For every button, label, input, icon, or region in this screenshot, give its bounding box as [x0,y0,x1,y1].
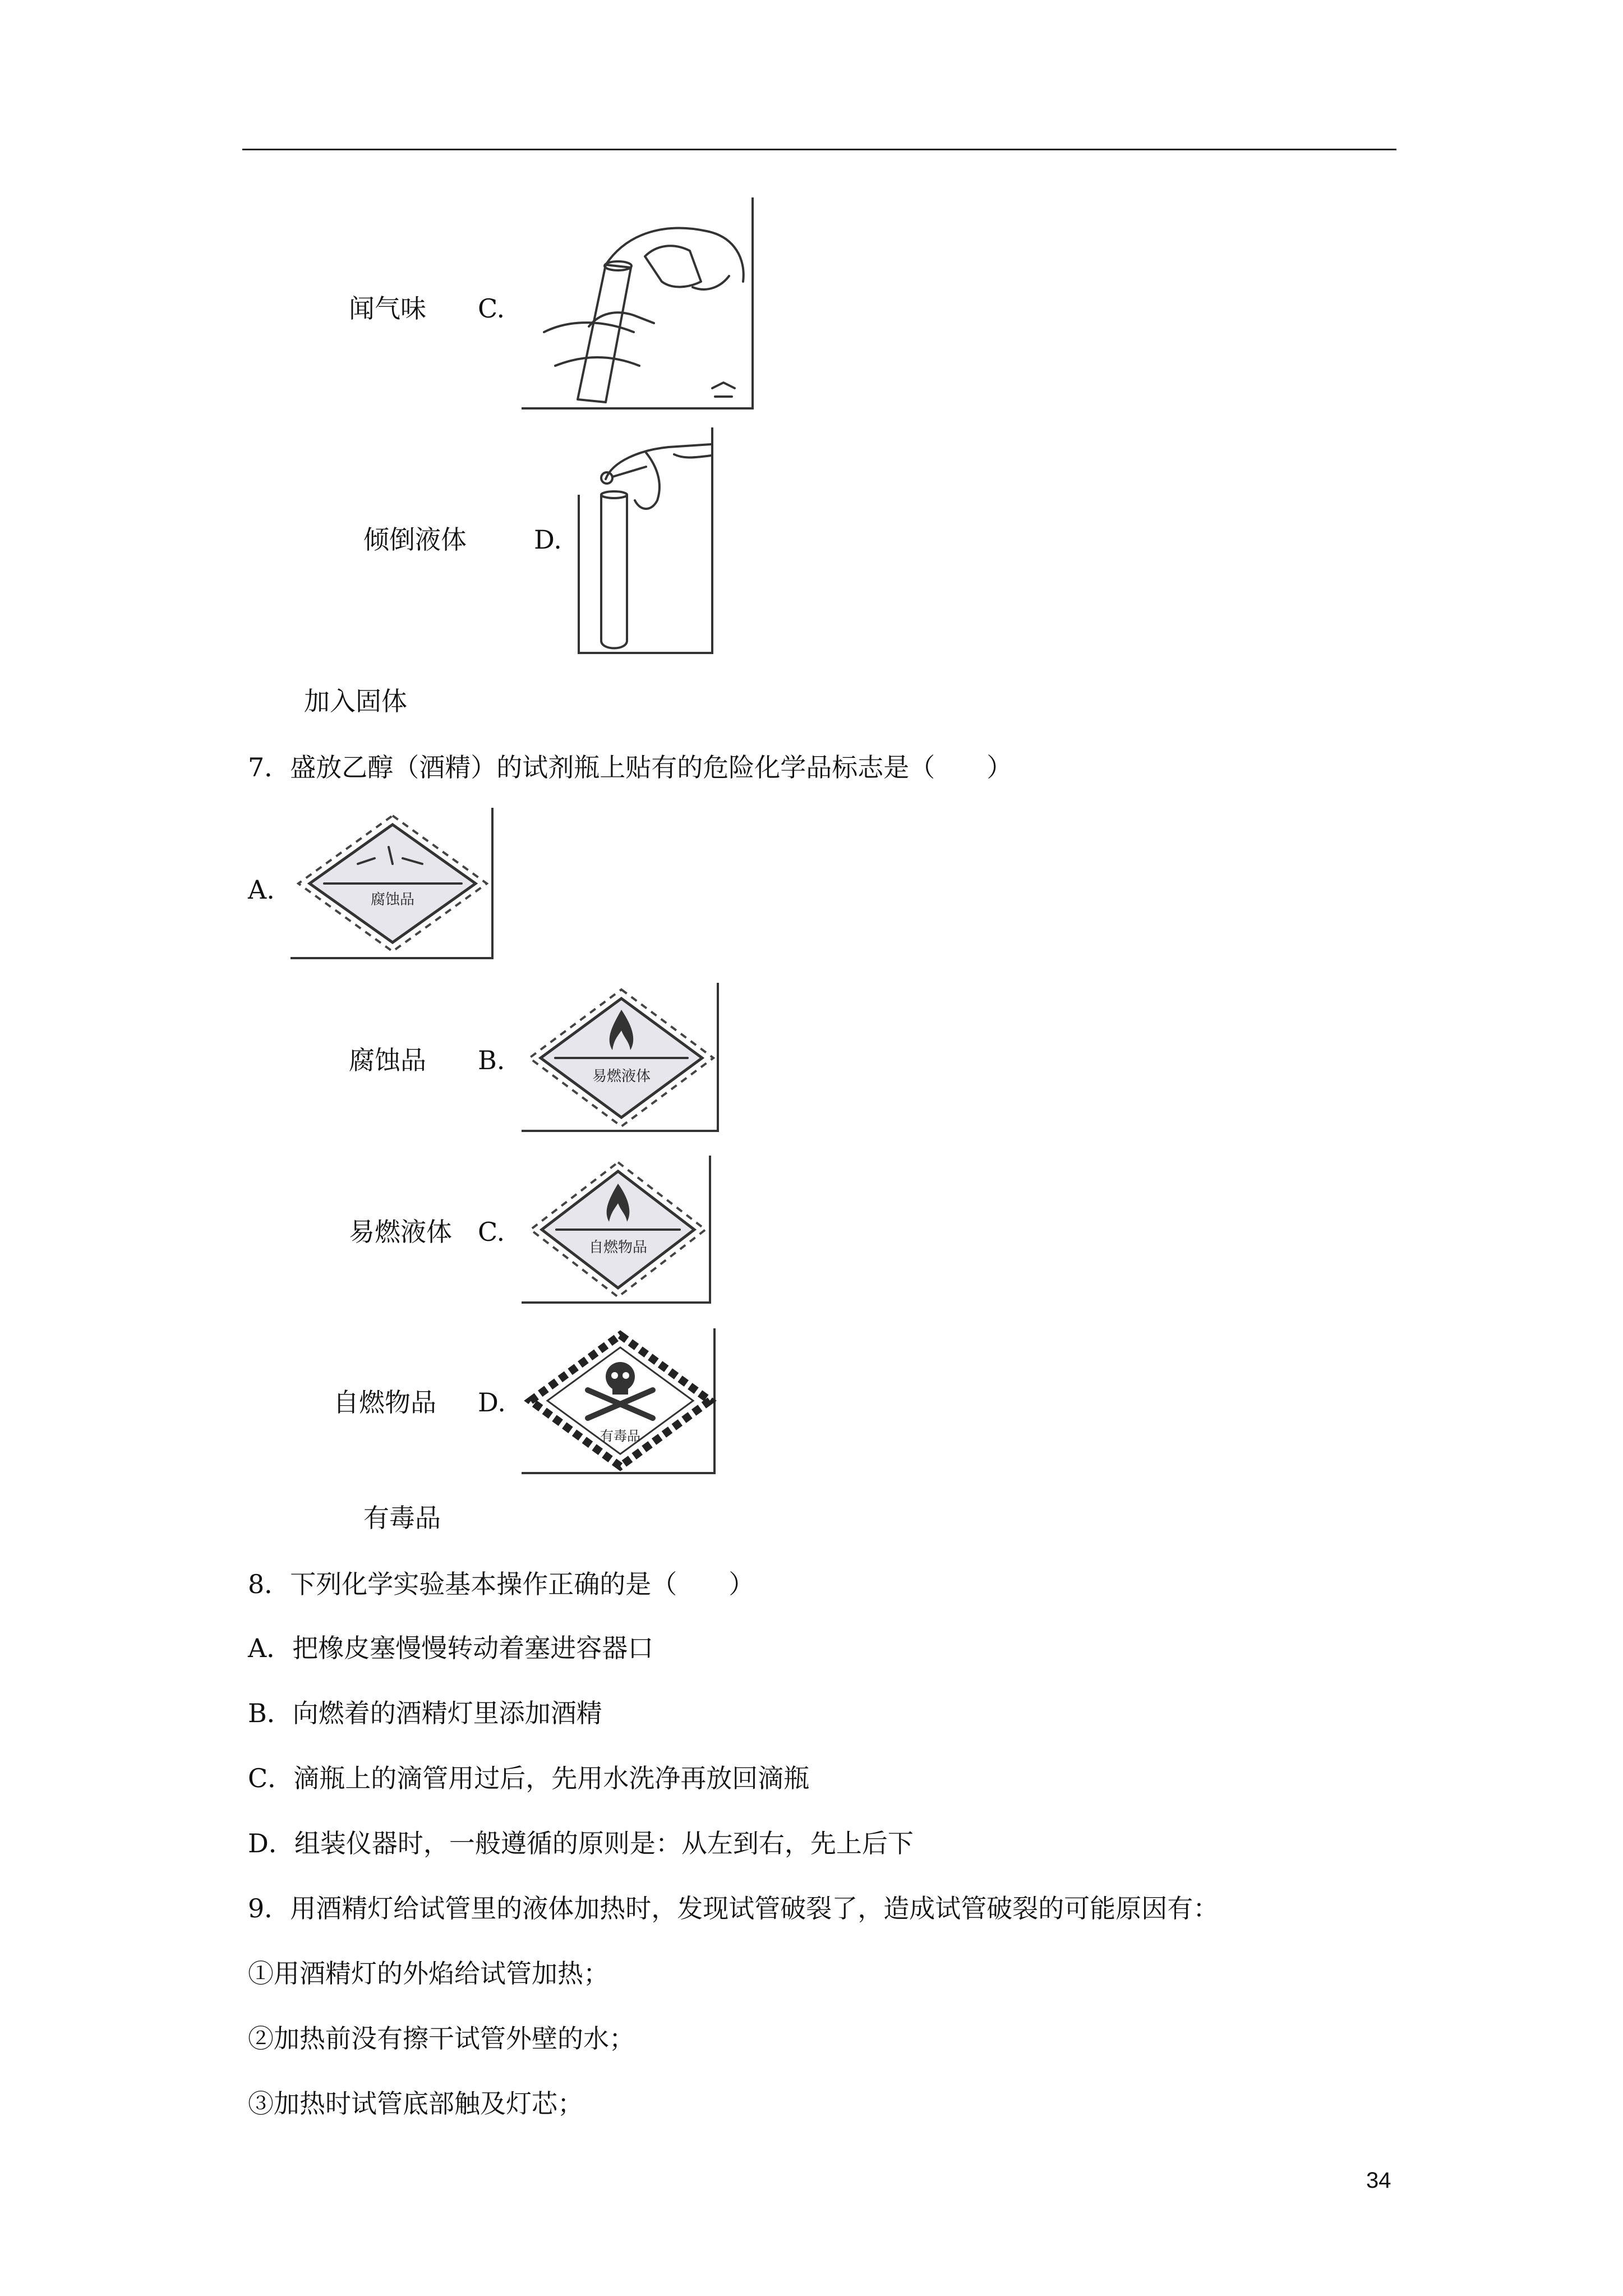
q8-option-c: C．滴瓶上的滴管用过后，先用水洗净再放回滴瓶 [248,1763,810,1793]
q7-sign-corrosive [291,808,497,960]
q7-caption-a: 腐蚀品 [349,1045,426,1075]
page-number: 34 [1366,2168,1391,2193]
q7-sign-spontaneous-combustion-text: 自燃物品 [588,1239,648,1256]
q6-option-c: C. [478,293,505,324]
q7-caption-d: 有毒品 [363,1503,441,1533]
q7-option-b: B. [478,1045,505,1075]
q7-caption-b: 易燃液体 [349,1217,452,1247]
q7-option-d: D. [478,1387,506,1418]
q7-sign-spontaneous-combustion [522,1156,713,1305]
q7-caption-c: 自燃物品 [333,1387,436,1418]
q9-item-2: ②加热前没有擦干试管外壁的水； [248,2023,635,2054]
q9-item-3: ③加热时试管底部触及灯芯； [248,2088,583,2119]
q6-label-add-solid: 加入固体 [304,686,407,716]
q7-sign-flammable-liquid [522,983,721,1133]
q6-figure-add-solid [579,427,718,655]
q9-item-1: ①用酒精灯的外焰给试管加热； [248,1958,609,1989]
q8-option-d: D．组装仪器时，一般遵循的原则是：从左到右，先上后下 [248,1828,914,1858]
q7-sign-corrosive-text: 腐蚀品 [370,891,415,908]
q8-option-b: B．向燃着的酒精灯里添加酒精 [248,1698,602,1728]
q7-sign-toxic-text: 有毒品 [600,1428,640,1444]
q7-stem: 7．盛放乙醇（酒精）的试剂瓶上贴有的危险化学品标志是（ ） [248,752,1013,783]
q7-option-a: A. [248,875,275,905]
q7-sign-toxic [522,1328,718,1475]
q9-stem: 9．用酒精灯给试管里的液体加热时，发现试管破裂了，造成试管破裂的可能原因有： [248,1893,1219,1924]
q7-option-c: C. [478,1217,505,1247]
q6-label-pour: 倾倒液体 [363,524,467,555]
q7-sign-flammable-liquid-text: 易燃液体 [592,1068,651,1085]
q8-stem: 8．下列化学实验基本操作正确的是（ ） [248,1569,755,1599]
header-rule [242,149,1396,150]
q6-label-smell: 闻气味 [349,293,426,324]
q8-option-a: A．把橡皮塞慢慢转动着塞进容器口 [248,1633,654,1663]
q6-figure-pour-liquid [522,197,758,411]
q6-option-d: D. [534,524,562,555]
